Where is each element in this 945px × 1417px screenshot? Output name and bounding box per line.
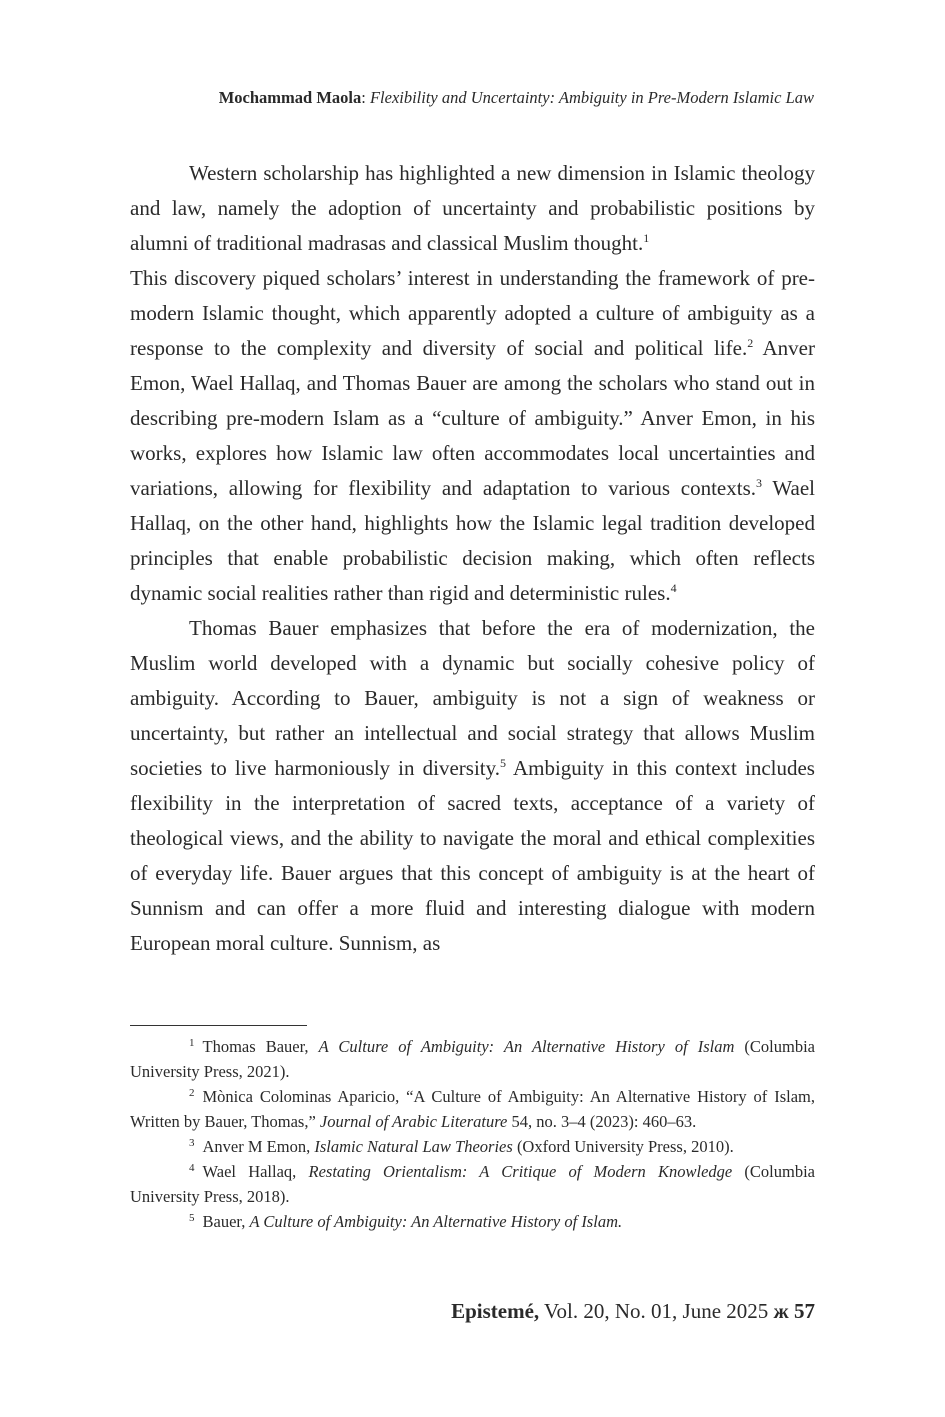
footnote-text: Mònica Colominas Aparicio, “A Culture of Ambiguity: An Alternative History of Islam, Written by Bauer, Thomas,” [130, 1087, 815, 1131]
journal-name: Epistemé, [451, 1299, 540, 1323]
footnote-number: 3 [189, 1137, 195, 1149]
footnotes [130, 1034, 815, 1234]
footnote-ref[interactable]: 2 [747, 336, 754, 350]
page-number: 57 [788, 1299, 815, 1323]
footnote-text: 54, no. 3–4 (2023): 460–63. [507, 1112, 697, 1131]
text-run: Ambiguity in this context includes flexibility in the interpretation of sacred texts, acceptance of a variety of theological views, and the ability to navigate the moral and ethical complexities of everyday life. Bauer argues that this concept of ambiguity is at the heart of Sunnism and can offer a more fluid and interesting dialogue with modern European moral culture. Sunnism, as [130, 756, 815, 955]
paragraph-2 [130, 611, 815, 961]
text-run: Western scholarship has highlighted a new dimension in Islamic theology and law, namely the adoption of uncertainty and probabilistic positions by alumni of traditional madrasas and classical Muslim thought. [130, 161, 815, 255]
footnote-title: Restating Orientalism: A Critique of Modern Knowledge [308, 1162, 733, 1181]
footnote-1 [130, 1034, 815, 1084]
footnote-text: Bauer, [202, 1212, 250, 1231]
footnote-title: A Culture of Ambiguity: An Alternative History of Islam. [249, 1212, 623, 1231]
issue-info: Vol. 20, No. 01, June 2025 [539, 1299, 774, 1323]
article-body [130, 156, 815, 961]
text-run: Wael Hallaq, on the other hand, highlights how the Islamic legal tradition developed principles that enable probabilistic decision making, which often reflects dynamic social realities rather than rigid and deterministic rules. [130, 476, 815, 605]
footnote-number: 2 [189, 1087, 195, 1099]
footnote-title: A Culture of Ambiguity: An Alternative History of Islam [318, 1037, 735, 1056]
footnote-text: Wael Hallaq, [202, 1162, 309, 1181]
footnote-5 [130, 1209, 815, 1234]
header-separator: : [361, 88, 370, 107]
footnote-text: Thomas Bauer, [202, 1037, 319, 1056]
footnote-4 [130, 1159, 815, 1209]
folio-symbol: ж [773, 1299, 789, 1323]
footnote-ref[interactable]: 5 [500, 756, 506, 770]
footnote-text: (Oxford University Press, 2010). [512, 1137, 734, 1156]
footnote-2 [130, 1084, 815, 1134]
header-author: Mochammad Maola [218, 88, 362, 107]
running-head [114, 88, 814, 108]
footnote-title: Journal of Arabic Literature [319, 1112, 508, 1131]
footnote-number: 5 [189, 1212, 195, 1224]
text-run: Anver Emon, Wael Hallaq, and Thomas Bauer are among the scholars who stand out in describing pre-modern Islam as a “culture of ambiguity.” Anver Emon, in his works, explores how Islamic law often accommodates local uncertainties and variations, allowing for flexibility and adaptation to various contexts. [130, 336, 815, 500]
page-footer [451, 1299, 815, 1324]
footnote-ref[interactable]: 1 [643, 231, 650, 245]
text-run: Thomas Bauer emphasizes that before the era of modernization, the Muslim world developed with a dynamic but socially cohesive policy of ambiguity. According to Bauer, ambiguity is not a sign of weakness or uncertainty, but rather an intellectual and social strategy that allows Muslim societies to live harmoniously in diversity. [130, 616, 815, 780]
footnote-title: Islamic Natural Law Theories [314, 1137, 513, 1156]
footnote-text: (Columbia University Press, 2018). [130, 1162, 816, 1206]
footnote-ref[interactable]: 3 [756, 476, 762, 490]
footnote-number: 4 [189, 1162, 195, 1174]
header-title: Flexibility and Uncertainty: Ambiguity in Pre-Modern Islamic Law [369, 88, 814, 107]
footnote-text: (Columbia University Press, 2021). [130, 1037, 815, 1081]
text-run: This discovery piqued scholars’ interest in understanding the framework of pre-modern Islamic thought, which apparently adopted a culture of ambiguity as a response to the complexity and diversity of social and political life. [130, 266, 815, 360]
footnote-ref[interactable]: 4 [670, 581, 677, 595]
paragraph-1 [130, 156, 815, 611]
footnote-number: 1 [189, 1037, 195, 1049]
footnote-divider [130, 1025, 307, 1026]
footnote-3 [130, 1134, 815, 1159]
footnote-text: Anver M Emon, [202, 1137, 315, 1156]
